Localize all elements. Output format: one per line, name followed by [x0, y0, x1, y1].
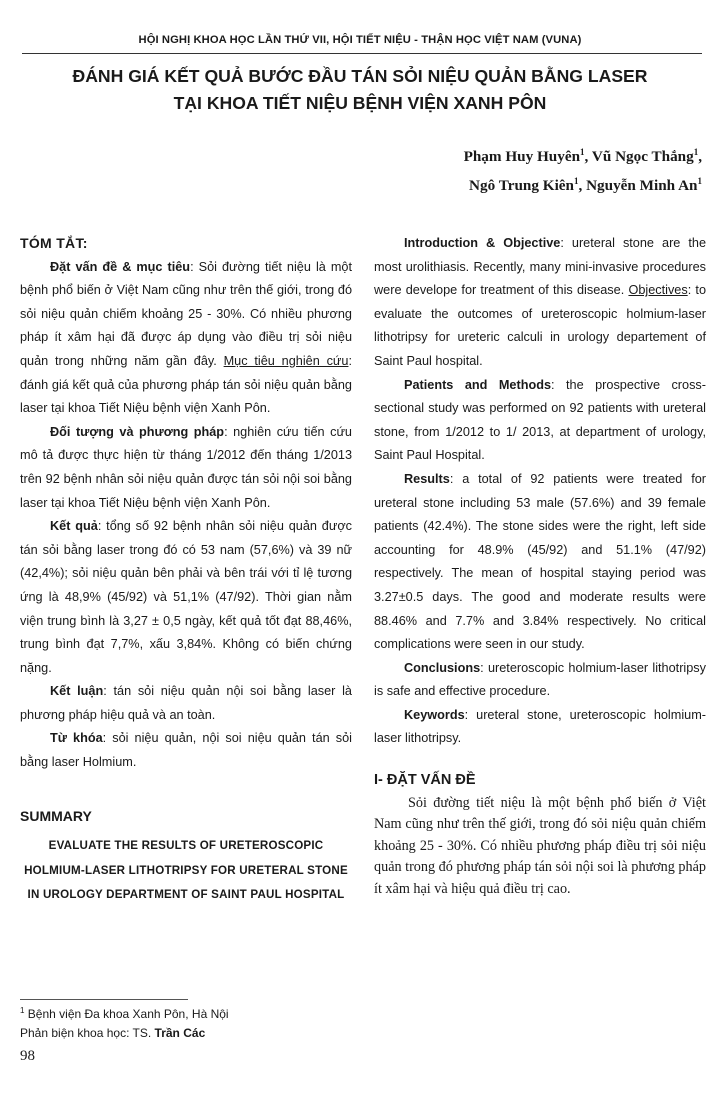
abstract-vi-methods: Đối tượng và phương pháp: nghiên cứu tiến cứu mô tả được thực hiện từ tháng 1/2012 đến tháng 1/2013 trên 92 bệnh nhân sỏi niệu quản được tán sỏi nội soi bằng laser tại khoa Tiết Niệu bệnh viện Xanh Pôn. — [20, 424, 352, 510]
header-rule — [22, 53, 702, 54]
abstract-en-conclusions: Conclusions: ureteroscopic holmium-laser lithotripsy is safe and effective procedure. — [374, 660, 706, 699]
section-paragraph: Sỏi đường tiết niệu là một bệnh phổ biến ở Việt Nam cũng như trên thế giới, trong đó sỏi niệu quản chiếm khoảng 25 - 30%. Có nhiều phương pháp điều trị sỏi niệu quản trong đó phương pháp tán sỏi nội soi là phương pháp ít xâm hại và hiệu quả điều trị cao. — [374, 794, 706, 898]
keyword-label: Kết quả — [50, 519, 98, 534]
summary-title: EVALUATE THE RESULTS OF URETEROSCOPIC HOLMIUM-LASER LITHOTRIPSY FOR URETERAL STONE IN UROLOGY DEPARTMENT OF SAINT PAUL HOSPITAL — [24, 839, 348, 902]
reviewer-name: Trần Các — [154, 1026, 206, 1040]
running-head: HỘI NGHỊ KHOA HỌC LẦN THỨ VII, HỘI TIẾT NIỆU - THẬN HỌC VIỆT NAM (VUNA) — [138, 34, 582, 46]
footnotes — [20, 1001, 229, 1043]
keyword-label: Đối tượng và phương pháp — [50, 424, 225, 439]
footnote-affiliation: $^1$ Bệnh viện Đa khoa Xanh Pôn, Hà Nội — [20, 1006, 229, 1021]
left-column — [20, 232, 352, 908]
keyword-label: Từ khóa — [50, 731, 103, 746]
title-line-2: TẠI KHOA TIẾT NIỆU BỆNH VIỆN XANH PÔN — [173, 93, 547, 113]
abstract-vi-background: Đặt vấn đề & mục tiêu: Sỏi đường tiết niệu là một bệnh phổ biến ở Việt Nam cũng như trên thế giới, trong đó sỏi niệu quản chiếm khoảng 25 - 30%. Có nhiều phương pháp ít xâm hại đã được áp dụng vào điều trị sỏi niệu quản trong những năm gần đây. Mục tiêu nghiên cứu: đánh giá kết quả của phương pháp tán sỏi niệu quản bằng laser tại khoa Tiết Niệu bệnh viện Xanh Pôn. — [20, 259, 353, 416]
title-line-1: ĐÁNH GIÁ KẾT QUẢ BƯỚC ĐẦU TÁN SỎI NIỆU QUẢN BẰNG LASER — [72, 66, 648, 86]
keyword-label: Đặt vấn đề & mục tiêu — [50, 259, 191, 274]
authors-line-2: Ngô Trung Kiên$^1$, Nguyễn Minh An$^1$ — [469, 176, 702, 195]
section-body — [374, 793, 706, 901]
author-name: Phạm Huy Huyên — [463, 148, 581, 166]
author-name: Ngô Trung Kiên — [469, 177, 574, 195]
keyword-label: Conclusions — [404, 660, 481, 675]
keyword-label: Kết luận — [50, 684, 104, 699]
abstract-vi-keywords: Từ khóa: sỏi niệu quản, nội soi niệu quản tán sỏi bằng laser Holmium. — [20, 731, 352, 770]
keyword-label: Patients and Methods — [404, 377, 552, 392]
abstract-vi-results: Kết quả: tổng số 92 bệnh nhân sỏi niệu quản được tán sỏi bằng laser trong đó có 53 nam (57,6%) và 39 nữ (42,4%); sỏi niệu quản bên phải và bên trái với tỉ lệ tương ứng là 48,9% (45/92) và 51,1% (47/92). Thời gian nằm viện trung bình là 3,27 ± 0,5 ngày, kết quả tốt đạt 88,46%, trung bình đạt 7,7%, xấu 3,84%. Không có biến chứng nặng. — [20, 519, 352, 675]
abstract-en-results: Results: a total of 92 patients were treated for ureteral stone including 53 male (57.6%) and 39 female patients (42.4%). The stone sides were the right, left side accounting for 48.9% (45/92) and 51.1% (47/92) respectively. The mean of hospital staying period was 3.27±0.5 days. The good and moderate results were 88.46% and 7.7% and 3.84% respectively. No critical complications were seen in our study. — [374, 471, 706, 652]
affiliation-mark: 1 — [693, 147, 699, 157]
underlined-label: Objectives — [628, 283, 688, 298]
affiliation-mark: 1 — [573, 176, 579, 187]
section-heading: I- ĐẶT VẤN ĐỀ — [374, 772, 476, 789]
authors-line-1: Phạm Huy Huyên$^1$, Vũ Ngọc Thắng$^1$, — [463, 147, 702, 166]
keyword-label: Keywords — [404, 707, 465, 722]
keyword-label: Introduction & Objective — [404, 236, 561, 250]
abstract-vi-conclusion: Kết luận: tán sỏi niệu quản nội soi bằng laser là phương pháp hiệu quả và an toàn. — [20, 684, 352, 722]
paper-title — [0, 63, 720, 117]
author-list — [464, 140, 702, 198]
abstract-en-methods: Patients and Methods: the prospective cross-sectional study was performed on 92 patients with ureteral stone, from 1/2012 to 1/ 2013, at department of urology, Saint Paul Hospital. — [374, 377, 707, 463]
footnote-mark: 1 — [20, 1006, 25, 1015]
abstract-en-keywords: Keywords: ureteral stone, ureteroscopic holmium-laser lithotripsy. — [374, 707, 706, 746]
underlined-label: Mục tiêu nghiên cứu — [223, 353, 349, 368]
footnote-reviewer: Phản biện khoa học: TS. Trần Các — [20, 1026, 206, 1040]
keyword-label: Results — [404, 471, 450, 486]
page-number: 98 — [20, 1048, 35, 1064]
summary-heading: SUMMARY — [20, 807, 92, 824]
affiliation-mark: 1 — [580, 147, 585, 157]
author-name: Nguyễn Minh An — [586, 177, 698, 195]
right-column — [374, 232, 706, 901]
affiliation-mark: 1 — [697, 176, 702, 187]
author-name: Vũ Ngọc Thắng — [591, 148, 694, 166]
abstract-vi-heading: TÓM TẮT: — [20, 235, 88, 251]
abstract-en-introduction: Introduction & Objective: ureteral stone are the most urolithiasis. Recently, many mini-invasive procedures were develope for treatment of this disease. Objectives: to evaluate the outcomes of ureteroscopic holmium-laser lithotripsy for ureteric calculi in urology departement of Saint Paul hospital. — [374, 236, 707, 368]
footnote-rule — [20, 999, 188, 1000]
